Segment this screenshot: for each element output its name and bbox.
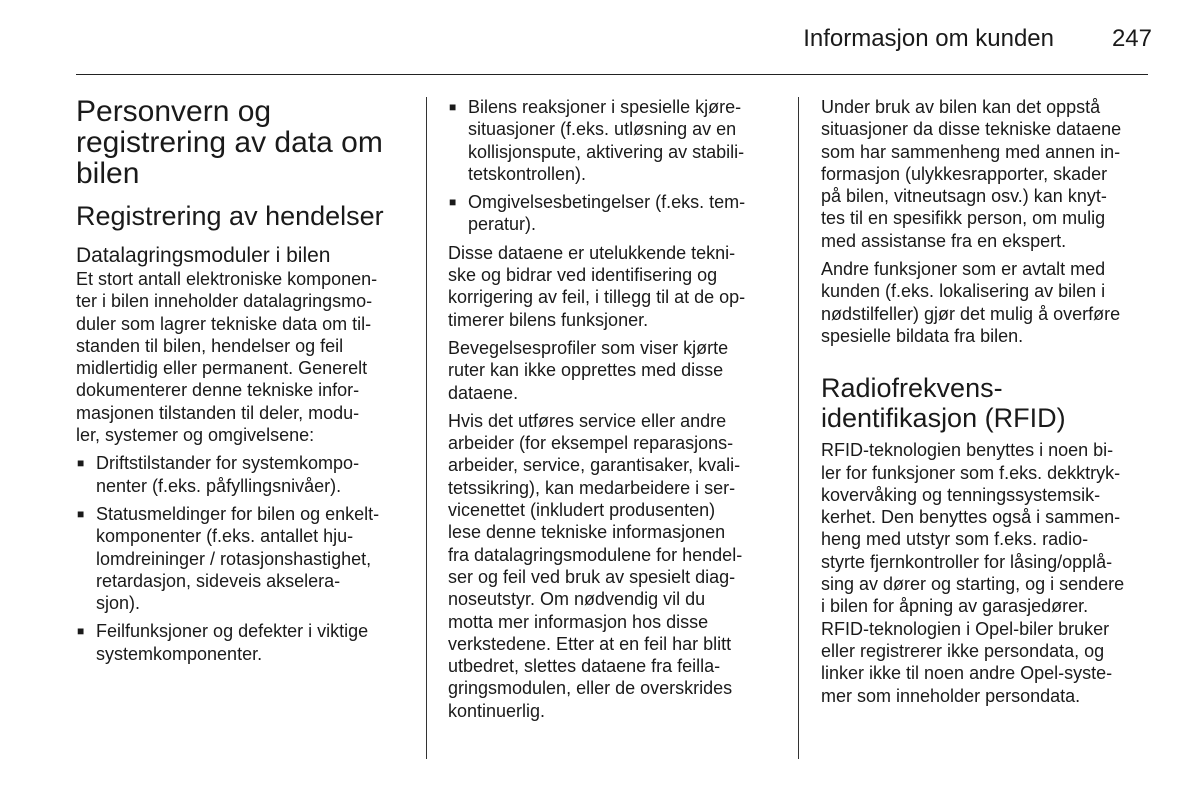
subsection-heading (821, 373, 1156, 433)
text-line: situasjoner (f.eks. utløsning av en (468, 119, 737, 140)
text-line: systemkomponenter. (96, 643, 263, 664)
text-line: situasjoner da disse tekniske dataene (821, 119, 1122, 140)
text-line: korrigering av feil, i tillegg til at de op- (448, 287, 746, 308)
text-line: vicenettet (inkludert produsenten) (448, 500, 716, 521)
heading-line: Radiofrekvens- (821, 373, 1003, 404)
column-3 (821, 96, 1156, 713)
text-line: RFID-teknologien benyttes i noen bi- (821, 440, 1114, 461)
text-line: Hvis det utføres service eller andre (448, 410, 727, 431)
text-line: mer som inneholder persondata. (821, 685, 1081, 706)
subsubsection-heading: Datalagringsmoduler i bilen (76, 244, 331, 267)
text-line: tetssikring), kan medarbeidere i ser- (448, 477, 736, 498)
paragraph (821, 96, 1156, 252)
text-line: styrte fjernkontroller for låsing/opplå- (821, 551, 1113, 572)
text-line: arbeider, service, garantisaker, kvali- (448, 455, 741, 476)
text-line: ske og bidrar ved identifisering og (448, 265, 718, 286)
text-line: tes til en spesifikk person, om mulig (821, 208, 1106, 229)
text-line: ler, systemer og omgivelsene: (76, 425, 315, 446)
text-line: ■ Feilfunksjoner og defekter i viktige (96, 621, 369, 642)
text-line: ■ Driftstilstander for systemkompo- (96, 453, 360, 474)
text-line: ter i bilen inneholder datalagringsmo- (76, 291, 373, 312)
heading-line: identifikasjon (RFID) (821, 403, 1066, 434)
intro-paragraph (76, 268, 416, 446)
text-line: linker ikke til noen andre Opel-syste- (821, 663, 1113, 684)
text-line: Disse dataene er utelukkende tekni- (448, 242, 736, 263)
list-item (448, 96, 793, 185)
text-line: ler for funksjoner som f.eks. dekktryk- (821, 462, 1121, 483)
text-line: ser og feil ved bruk av spesielt diag- (448, 566, 736, 587)
text-line: kovervåking og tenningssystemsik- (821, 484, 1101, 505)
text-line: Et stort antall elektroniske komponen- (76, 269, 378, 289)
list-item (448, 191, 793, 236)
text-line: på bilen, vitneutsagn osv.) kan knyt- (821, 186, 1107, 207)
text-line: spesielle bildata fra bilen. (821, 325, 1024, 346)
column-divider-2 (798, 97, 799, 759)
text-line: som har sammenheng med annen in- (821, 141, 1121, 162)
text-line: dokumenterer denne tekniske infor- (76, 380, 360, 401)
heading-line: bilen (76, 157, 140, 190)
list-item (76, 503, 416, 614)
text-line: masjonen tilstanden til deler, modu- (76, 402, 360, 423)
text-line: Bevegelsesprofiler som viser kjørte (448, 337, 729, 358)
paragraph (821, 439, 1156, 707)
header-rule (76, 74, 1148, 75)
text-line: duler som lagrer tekniske data om til- (76, 313, 372, 334)
text-line: RFID-teknologien i Opel-biler bruker (821, 618, 1110, 639)
text-line: lomdreininger / rotasjonshastighet, (96, 548, 372, 569)
text-line: dataene. (448, 382, 519, 403)
bullet-list (76, 452, 416, 665)
text-line: formasjon (ulykkesrapporter, skader (821, 163, 1108, 184)
text-line: verkstedene. Etter at en feil har blitt (448, 633, 732, 654)
text-line: arbeider (for eksempel reparasjons- (448, 433, 734, 454)
column-divider-1 (426, 97, 427, 759)
text-line: ■ Omgivelsesbetingelser (f.eks. tem- (468, 192, 746, 213)
text-line: Andre funksjoner som er avtalt med (821, 259, 1106, 280)
text-line: utbedret, slettes dataene fra feilla- (448, 656, 721, 677)
text-line: nenter (f.eks. påfyllingsnivåer). (96, 475, 342, 496)
subsection-heading: Registrering av hendelser (76, 201, 384, 231)
page-number: 247 (1111, 25, 1152, 52)
heading-line: Personvern og (76, 95, 272, 128)
text-line: kunden (f.eks. lokalisering av bilen i (821, 281, 1106, 302)
text-line: lese denne tekniske informasjonen (448, 522, 726, 543)
paragraph (448, 242, 793, 331)
list-item (76, 620, 416, 665)
text-line: standen til bilen, hendelser og feil (76, 335, 344, 356)
text-line: ■ Bilens reaksjoner i spesielle kjøre- (468, 97, 742, 117)
text-line: med assistanse fra en ekspert. (821, 230, 1067, 251)
bullet-list (448, 96, 793, 236)
text-line: gringsmodulen, eller de overskrides (448, 678, 733, 699)
text-line: retardasjon, sideveis akselera- (96, 570, 341, 591)
text-line: Under bruk av bilen kan det oppstå (821, 97, 1101, 117)
heading-line: registrering av data om (76, 126, 383, 159)
text-line: kontinuerlig. (448, 700, 546, 721)
text-line: kollisjonspute, aktivering av stabili- (468, 141, 745, 162)
text-line: tetskontrollen). (468, 163, 587, 184)
list-item (76, 452, 416, 497)
section-heading (76, 96, 416, 189)
text-line: komponenter (f.eks. antallet hju- (96, 526, 354, 547)
text-line: i bilen for åpning av garasjedører. (821, 596, 1089, 617)
text-line: ruter kan ikke opprettes med disse (448, 360, 724, 381)
paragraph (448, 337, 793, 404)
text-line: noseutstyr. Om nødvendig vil du (448, 589, 706, 610)
text-line: sjon). (96, 593, 141, 614)
text-line: heng med utstyr som f.eks. radio- (821, 529, 1089, 550)
text-line: motta mer informasjon hos disse (448, 611, 709, 632)
paragraph (821, 258, 1156, 347)
paragraph (448, 410, 793, 722)
text-line: fra datalagringsmodulene for hendel- (448, 544, 743, 565)
text-line: midlertidig eller permanent. Generelt (76, 358, 368, 379)
text-line: sing av dører og starting, og i sendere (821, 574, 1125, 595)
text-line: kerhet. Den benyttes også i sammen- (821, 507, 1121, 528)
column-2 (448, 96, 793, 728)
running-header-title: Informasjon om kunden (803, 25, 1054, 52)
text-line: ■ Statusmeldinger for bilen og enkelt- (96, 503, 380, 524)
column-1 (76, 96, 416, 671)
text-line: peratur). (468, 214, 537, 235)
text-line: eller registrerer ikke persondata, og (821, 640, 1105, 661)
text-line: timerer bilens funksjoner. (448, 309, 649, 330)
text-line: nødstilfeller) gjør det mulig å overføre (821, 303, 1121, 324)
